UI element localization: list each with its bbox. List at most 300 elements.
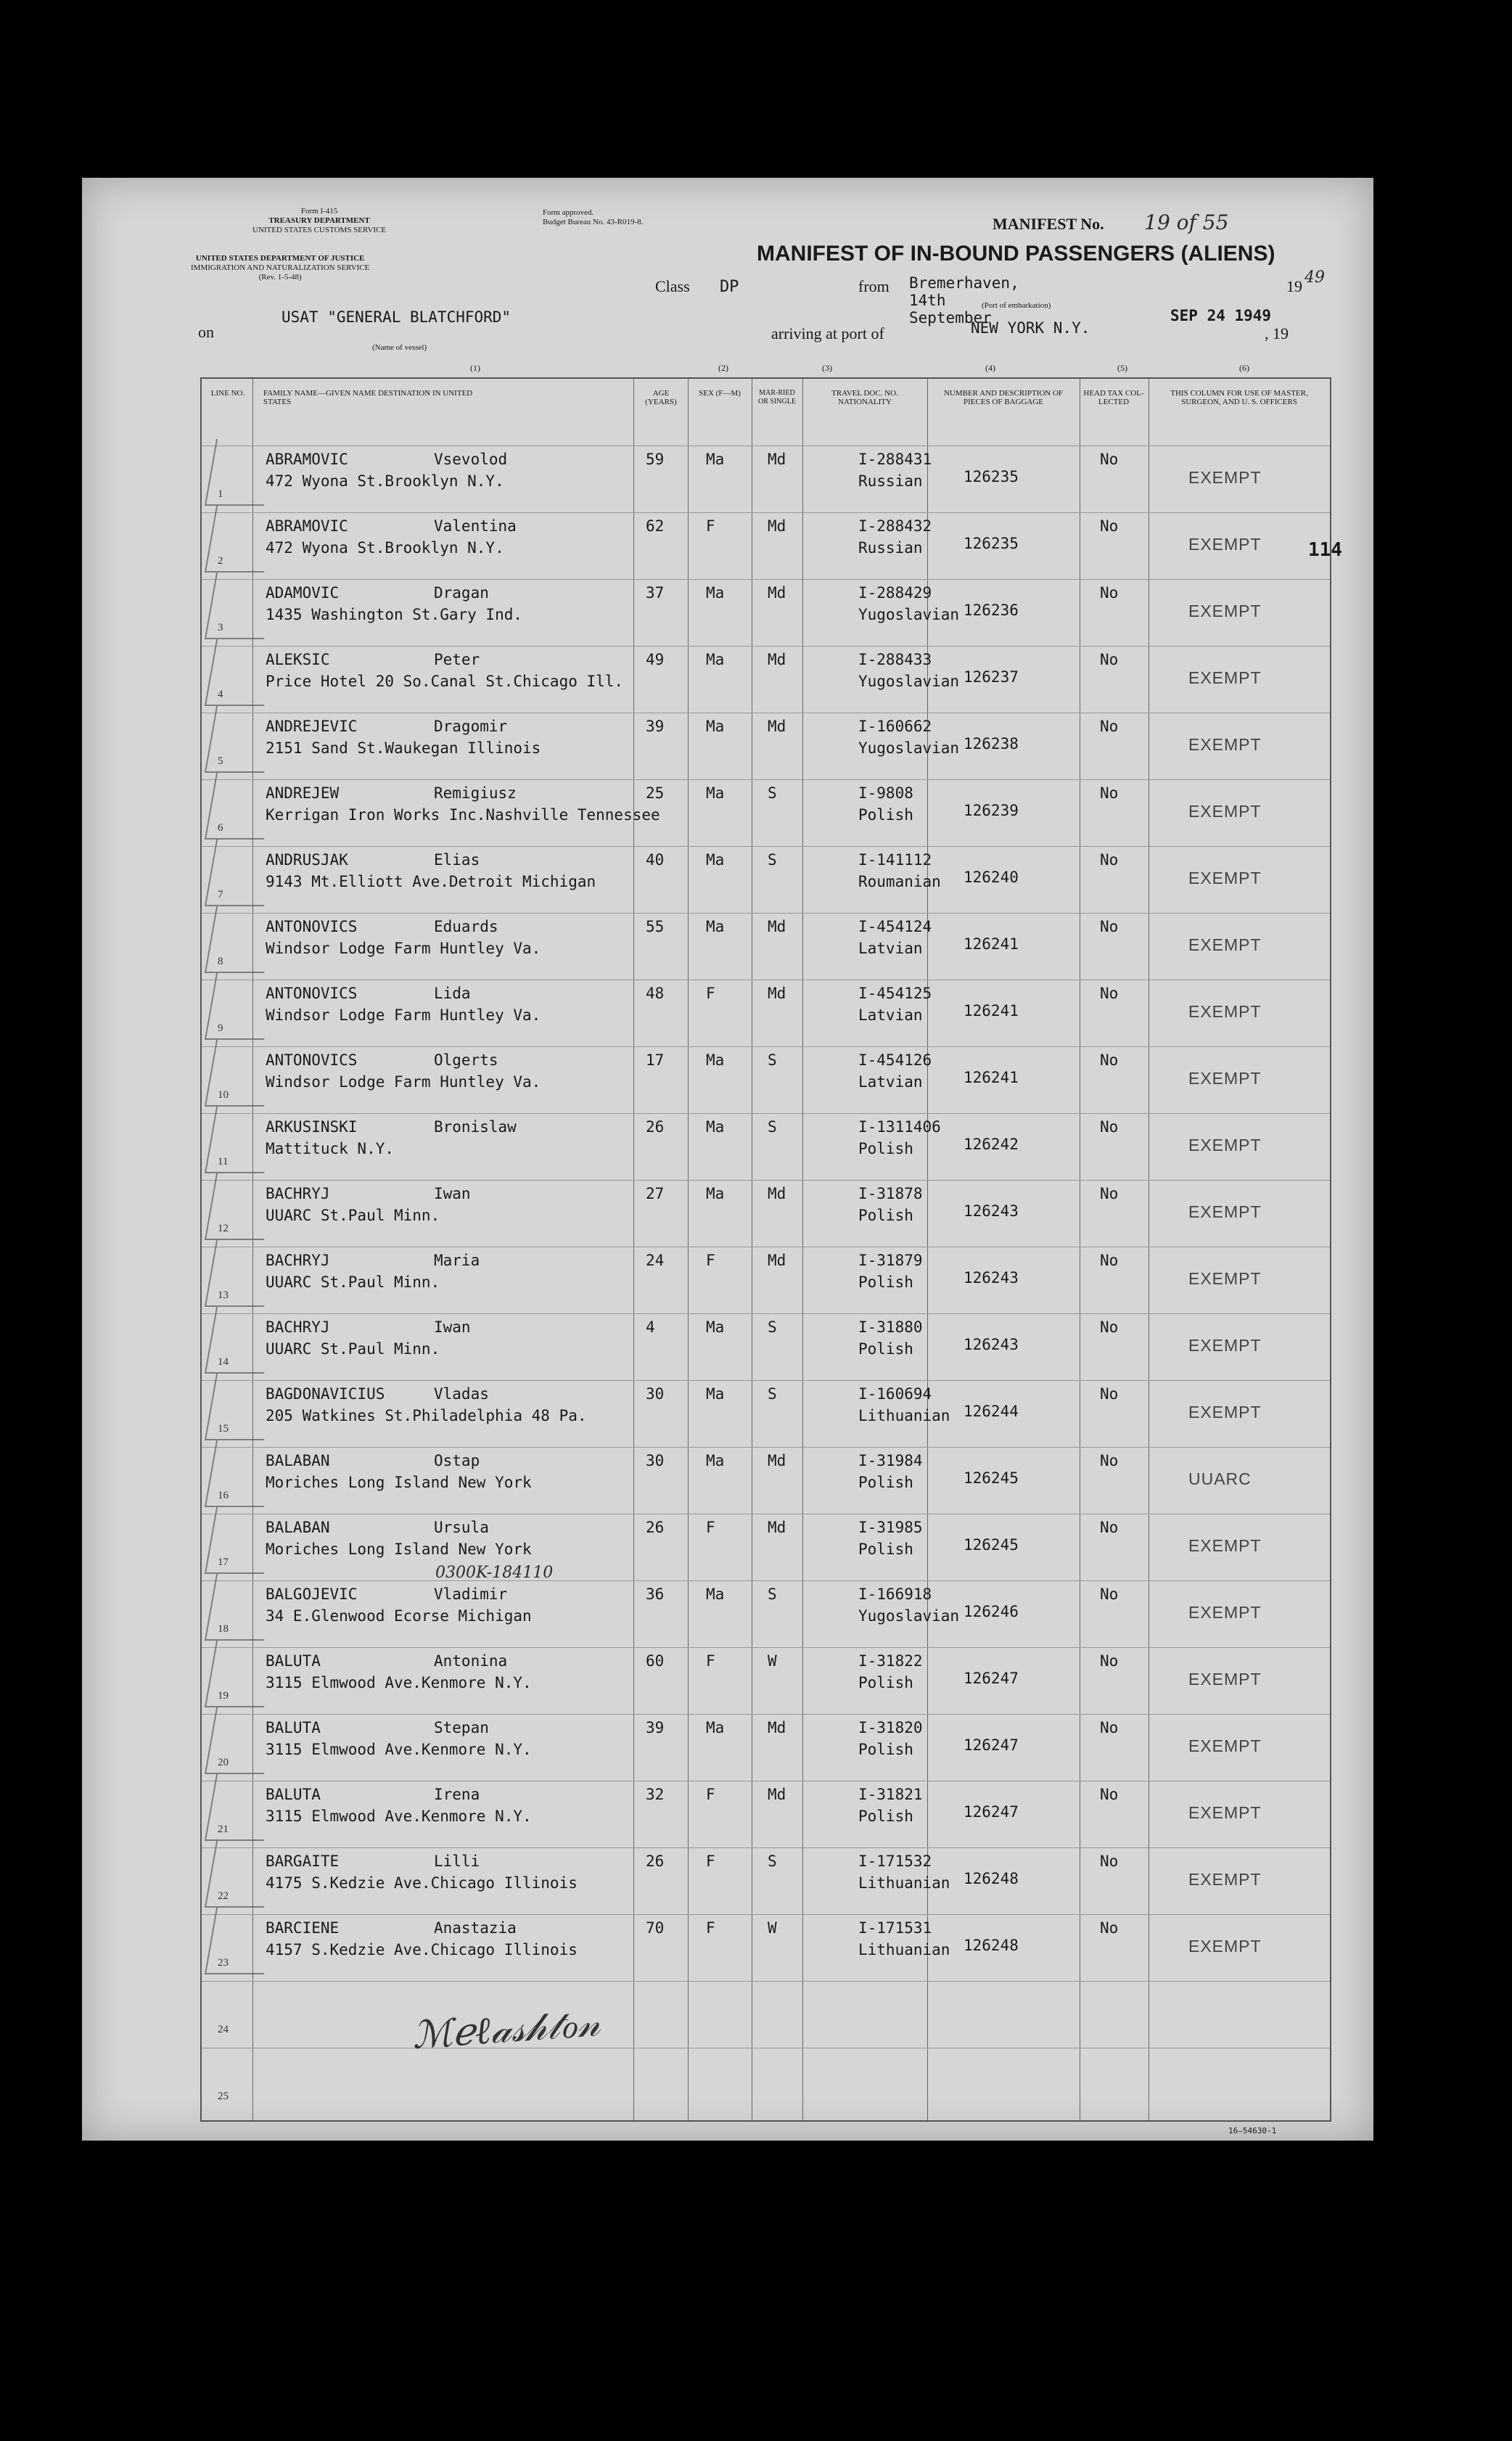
table-row xyxy=(202,1046,1330,1114)
destination: 34 E.Glenwood Ecorse Michigan xyxy=(266,1607,532,1625)
table-row xyxy=(202,1247,1330,1314)
travel-doc-number: I-31821 xyxy=(858,1786,923,1803)
head-tax: No xyxy=(1100,1252,1119,1269)
nationality: Yugoslavian xyxy=(858,606,960,623)
manifest-number: MANIFEST No. 19 of 55 xyxy=(993,210,1229,234)
marital-status: W xyxy=(768,1652,777,1670)
given-name: Valentina xyxy=(434,517,517,535)
check-mark xyxy=(205,1307,276,1374)
marital-status: Md xyxy=(768,1185,786,1202)
age: 49 xyxy=(646,651,665,668)
age: 26 xyxy=(646,1118,665,1136)
arrival-port: NEW YORK N.Y. xyxy=(971,319,1090,337)
travel-doc-number: I-31822 xyxy=(858,1652,923,1670)
check-mark xyxy=(205,1841,276,1908)
destination: UUARC St.Paul Minn. xyxy=(266,1207,440,1224)
baggage-number: 126240 xyxy=(964,869,1019,886)
destination: 4175 S.Kedzie Ave.Chicago Illinois xyxy=(266,1874,578,1892)
officer-note: EXEMPT xyxy=(1188,1736,1262,1755)
head-tax: No xyxy=(1100,1786,1119,1803)
marital-status: S xyxy=(768,1118,777,1136)
form-header: Form I-415 TREASURY DEPARTMENT UNITED STATES CUSTOMS SERVICE xyxy=(252,207,387,234)
line-number: 21 xyxy=(218,1823,229,1835)
sex: Ma xyxy=(706,918,725,935)
travel-doc-number: I-454126 xyxy=(858,1051,932,1069)
travel-doc-number: I-171531 xyxy=(858,1919,932,1937)
arrival-year-label: , 19 xyxy=(1265,324,1289,342)
officer-note: EXEMPT xyxy=(1188,1069,1262,1088)
vessel-note: (Name of vessel) xyxy=(372,343,427,352)
line-number: 16 xyxy=(218,1490,229,1501)
line-number: 23 xyxy=(218,1957,229,1969)
line-number: 14 xyxy=(218,1356,229,1368)
head-tax: No xyxy=(1100,1318,1119,1336)
travel-doc-number: I-31880 xyxy=(858,1318,923,1336)
baggage-number: 126237 xyxy=(964,668,1019,686)
baggage-number: 126238 xyxy=(964,735,1019,752)
officer-note: EXEMPT xyxy=(1188,735,1262,754)
line-number: 1 xyxy=(218,488,223,500)
marital-status: Md xyxy=(768,451,786,468)
given-name: Elias xyxy=(434,851,480,869)
officer-signature: ℳℯℓ𝒶𝓈𝒽𝓉ℴ𝓃 xyxy=(411,2001,602,2058)
officer-note: EXEMPT xyxy=(1188,869,1262,887)
table-row xyxy=(202,1113,1330,1181)
officer-note: EXEMPT xyxy=(1188,535,1262,554)
on-label: on xyxy=(198,323,214,341)
family-name: ANDRUSJAK xyxy=(266,851,348,869)
given-name: Dragan xyxy=(434,584,489,602)
travel-doc-number: I-171532 xyxy=(858,1853,932,1870)
travel-doc-number: I-454125 xyxy=(858,985,932,1002)
nationality: Polish xyxy=(858,1140,913,1157)
nationality: Polish xyxy=(858,1340,913,1358)
table-row xyxy=(202,980,1330,1047)
table-row xyxy=(202,1781,1330,1848)
sex: Ma xyxy=(706,1385,725,1403)
line-number: 25 xyxy=(218,2091,229,2102)
table-row xyxy=(202,1514,1330,1581)
age: 48 xyxy=(646,985,665,1002)
given-name: Ostap xyxy=(434,1452,480,1469)
officer-note: EXEMPT xyxy=(1188,802,1262,821)
age: 26 xyxy=(646,1519,665,1536)
family-name: ANTONOVICS xyxy=(266,985,358,1002)
document-title: MANIFEST OF IN-BOUND PASSENGERS (ALIENS) xyxy=(757,242,1275,266)
nationality: Roumanian xyxy=(858,873,941,890)
officer-note: EXEMPT xyxy=(1188,1870,1262,1889)
table-row xyxy=(202,2048,1330,2115)
check-mark xyxy=(205,1040,276,1107)
travel-doc-number: I-288431 xyxy=(858,451,932,468)
marital-status: Md xyxy=(768,985,786,1002)
given-name: Maria xyxy=(434,1252,480,1269)
given-name: Ursula xyxy=(434,1519,489,1536)
baggage-number: 126247 xyxy=(964,1736,1019,1754)
col-num: (3) xyxy=(822,363,832,373)
check-mark xyxy=(205,1440,276,1507)
head-tax: No xyxy=(1100,1118,1119,1136)
col-num: (1) xyxy=(470,363,480,373)
table-row xyxy=(202,779,1330,847)
marital-status: Md xyxy=(768,1519,786,1536)
line-number: 4 xyxy=(218,689,223,700)
head-tax: No xyxy=(1100,1051,1119,1069)
table-row xyxy=(202,1313,1330,1381)
officer-note: EXEMPT xyxy=(1188,1202,1262,1221)
sex: Ma xyxy=(706,1585,725,1603)
marital-status: S xyxy=(768,784,777,802)
nationality: Yugoslavian xyxy=(858,673,960,690)
age: 30 xyxy=(646,1385,665,1403)
given-name: Lida xyxy=(434,985,471,1002)
given-name: Eduards xyxy=(434,918,498,935)
baggage-number: 126243 xyxy=(964,1202,1019,1220)
nationality: Latvian xyxy=(858,1006,923,1024)
nationality: Yugoslavian xyxy=(858,739,960,757)
check-mark xyxy=(205,1507,276,1574)
table-row xyxy=(202,713,1330,780)
marital-status: W xyxy=(768,1919,777,1937)
sex: F xyxy=(706,1652,715,1670)
family-name: ADAMOVIC xyxy=(266,584,340,602)
line-number: 17 xyxy=(218,1556,229,1568)
baggage-number: 126236 xyxy=(964,602,1019,619)
col-married: MAR-RIED OR SINGLE xyxy=(758,389,796,406)
table-row xyxy=(202,1180,1330,1247)
destination: 472 Wyona St.Brooklyn N.Y. xyxy=(266,539,504,557)
destination: Windsor Lodge Farm Huntley Va. xyxy=(266,1006,541,1024)
given-name: Vsevolod xyxy=(434,451,508,468)
col-sex: SEX (F—M) xyxy=(699,389,741,398)
col-num: (6) xyxy=(1239,363,1249,373)
sex: Ma xyxy=(706,1719,725,1736)
head-tax: No xyxy=(1100,1385,1119,1403)
age: 55 xyxy=(646,918,665,935)
port-note: (Port of embarkation) xyxy=(982,301,1051,310)
table-row xyxy=(202,512,1330,580)
table-row xyxy=(202,1580,1330,1648)
age: 24 xyxy=(646,1252,665,1269)
baggage-number: 126241 xyxy=(964,1069,1019,1086)
baggage-number: 126235 xyxy=(964,535,1019,552)
sex: Ma xyxy=(706,1185,725,1202)
nationality: Lithuanian xyxy=(858,1941,950,1958)
passenger-table xyxy=(200,363,1331,2122)
line-number: 19 xyxy=(218,1690,229,1702)
family-name: BARCIENE xyxy=(266,1919,340,1937)
nationality: Polish xyxy=(858,1741,913,1758)
table-row xyxy=(202,913,1330,980)
check-mark xyxy=(205,506,276,573)
baggage-number: 126243 xyxy=(964,1269,1019,1287)
table-row xyxy=(202,579,1330,647)
destination: Windsor Lodge Farm Huntley Va. xyxy=(266,940,541,957)
travel-doc-number: I-31820 xyxy=(858,1719,923,1736)
sex: Ma xyxy=(706,1118,725,1136)
family-name: ANDREJEW xyxy=(266,784,340,802)
family-name: BACHRYJ xyxy=(266,1318,330,1336)
marital-status: Md xyxy=(768,1452,786,1469)
baggage-number: 126248 xyxy=(964,1937,1019,1954)
line-number: 2 xyxy=(218,555,223,567)
age: 39 xyxy=(646,718,665,735)
nationality: Polish xyxy=(858,1808,913,1825)
sex: Ma xyxy=(706,1452,725,1469)
age: 32 xyxy=(646,1786,665,1803)
age: 4 xyxy=(646,1318,655,1336)
family-name: ABRAMOVIC xyxy=(266,451,348,468)
age: 17 xyxy=(646,1051,665,1069)
baggage-number: 126247 xyxy=(964,1803,1019,1821)
age: 39 xyxy=(646,1719,665,1736)
sex: F xyxy=(706,1519,715,1536)
baggage-number: 126244 xyxy=(964,1403,1019,1420)
table-row xyxy=(202,846,1330,914)
officer-note: EXEMPT xyxy=(1188,1002,1262,1021)
check-mark xyxy=(205,1574,276,1641)
officer-note: EXEMPT xyxy=(1188,1603,1262,1622)
family-name: ANTONOVICS xyxy=(266,1051,358,1069)
head-tax: No xyxy=(1100,1519,1119,1536)
given-name: Antonina xyxy=(434,1652,508,1670)
given-name: Olgerts xyxy=(434,1051,498,1069)
officer-note: EXEMPT xyxy=(1188,602,1262,620)
head-tax: No xyxy=(1100,1585,1119,1603)
destination: 3115 Elmwood Ave.Kenmore N.Y. xyxy=(266,1808,532,1825)
check-mark xyxy=(205,773,276,840)
check-mark xyxy=(205,573,276,639)
travel-doc-number: I-31985 xyxy=(858,1519,923,1536)
nationality: Russian xyxy=(858,539,923,557)
head-tax: No xyxy=(1100,851,1119,869)
family-name: BALABAN xyxy=(266,1519,330,1536)
nationality: Polish xyxy=(858,806,913,824)
family-name: BARGAITE xyxy=(266,1853,340,1870)
officer-note: EXEMPT xyxy=(1188,1136,1262,1154)
nationality: Polish xyxy=(858,1273,913,1291)
sex: F xyxy=(706,985,715,1002)
line-number: 7 xyxy=(218,889,223,900)
line-number: 13 xyxy=(218,1289,229,1301)
baggage-number: 126239 xyxy=(964,802,1019,819)
destination: Mattituck N.Y. xyxy=(266,1140,395,1157)
col-num: (5) xyxy=(1117,363,1127,373)
line-number: 24 xyxy=(218,2024,229,2035)
check-mark xyxy=(205,706,276,773)
sex: Ma xyxy=(706,584,725,602)
destination: 472 Wyona St.Brooklyn N.Y. xyxy=(266,472,504,490)
line-number: 5 xyxy=(218,755,223,767)
officer-note: EXEMPT xyxy=(1188,1336,1262,1355)
given-name: Stepan xyxy=(434,1719,489,1736)
age: 25 xyxy=(646,784,665,802)
marital-status: Md xyxy=(768,1719,786,1736)
head-tax: No xyxy=(1100,718,1119,735)
check-mark xyxy=(205,906,276,973)
family-name: BAGDONAVICIUS xyxy=(266,1385,385,1403)
handwritten-note: 0300K-184110 xyxy=(435,1564,554,1582)
check-mark xyxy=(205,1774,276,1841)
line-number: 18 xyxy=(218,1623,229,1635)
head-tax: No xyxy=(1100,1185,1119,1202)
destination: 2151 Sand St.Waukegan Illinois xyxy=(266,739,541,757)
head-tax: No xyxy=(1100,517,1119,535)
col-num: (4) xyxy=(985,363,995,373)
officer-note: EXEMPT xyxy=(1188,1937,1262,1956)
check-mark xyxy=(205,1107,276,1173)
check-mark xyxy=(205,973,276,1040)
baggage-number: 126243 xyxy=(964,1336,1019,1353)
check-mark xyxy=(205,439,276,506)
col-head-tax: HEAD TAX COL-LECTED xyxy=(1083,389,1144,406)
age: 60 xyxy=(646,1652,665,1670)
table-row xyxy=(202,1714,1330,1781)
table-row xyxy=(202,1647,1330,1715)
table-row xyxy=(202,446,1330,513)
sex: F xyxy=(706,1853,715,1870)
destination: 9143 Mt.Elliott Ave.Detroit Michigan xyxy=(266,873,596,890)
family-name: ANTONOVICS xyxy=(266,918,358,935)
baggage-number: 126241 xyxy=(964,935,1019,953)
officer-note: EXEMPT xyxy=(1188,1403,1262,1421)
nationality: Polish xyxy=(858,1674,913,1691)
line-number: 9 xyxy=(218,1022,223,1034)
vessel-name: USAT "GENERAL BLATCHFORD" xyxy=(282,308,511,326)
age: 70 xyxy=(646,1919,665,1937)
travel-doc-number: I-160662 xyxy=(858,718,932,735)
check-mark xyxy=(205,840,276,906)
marital-status: S xyxy=(768,1385,777,1403)
col-officers: THIS COLUMN FOR USE OF MASTER, SURGEON, AND U. S. OFFICERS xyxy=(1170,389,1308,406)
family-name: ALEKSIC xyxy=(266,651,330,668)
baggage-number: 126247 xyxy=(964,1670,1019,1687)
destination: Windsor Lodge Farm Huntley Va. xyxy=(266,1073,541,1091)
family-name: ABRAMOVIC xyxy=(266,517,348,535)
destination: Kerrigan Iron Works Inc.Nashville Tennessee xyxy=(266,806,660,824)
travel-doc-number: I-288429 xyxy=(858,584,932,602)
baggage-number: 126245 xyxy=(964,1536,1019,1554)
sex: Ma xyxy=(706,451,725,468)
line-number: 20 xyxy=(218,1757,229,1768)
officer-note: UUARC xyxy=(1188,1469,1252,1488)
travel-doc-number: I-288433 xyxy=(858,651,932,668)
family-name: ANDREJEVIC xyxy=(266,718,358,735)
line-number: 22 xyxy=(218,1890,229,1902)
table-row xyxy=(202,1981,1330,2048)
given-name: Anastazia xyxy=(434,1919,517,1937)
family-name: BALABAN xyxy=(266,1452,330,1469)
marital-status: S xyxy=(768,1318,777,1336)
officer-note: EXEMPT xyxy=(1188,1269,1262,1288)
travel-doc-number: I-31879 xyxy=(858,1252,923,1269)
family-name: BALUTA xyxy=(266,1719,321,1736)
baggage-number: 126241 xyxy=(964,1002,1019,1020)
destination: 205 Watkines St.Philadelphia 48 Pa. xyxy=(266,1407,587,1424)
family-name: BACHRYJ xyxy=(266,1252,330,1269)
age: 37 xyxy=(646,584,665,602)
sex: Ma xyxy=(706,1318,725,1336)
officer-note: EXEMPT xyxy=(1188,468,1262,487)
line-number: 8 xyxy=(218,956,223,967)
destination: 3115 Elmwood Ave.Kenmore N.Y. xyxy=(266,1674,532,1691)
check-mark xyxy=(205,1641,276,1707)
line-number: 10 xyxy=(218,1089,229,1101)
marital-status: S xyxy=(768,1051,777,1069)
head-tax: No xyxy=(1100,985,1119,1002)
travel-doc-number: I-31984 xyxy=(858,1452,923,1469)
line-number: 11 xyxy=(218,1156,229,1168)
sex: Ma xyxy=(706,651,725,668)
head-tax: No xyxy=(1100,1919,1119,1937)
table-row xyxy=(202,1847,1330,1915)
sex: Ma xyxy=(706,851,725,869)
baggage-number: 126245 xyxy=(964,1469,1019,1487)
travel-doc-number: I-288432 xyxy=(858,517,932,535)
arriving-label: arriving at port of xyxy=(771,324,884,342)
officer-note: EXEMPT xyxy=(1188,1803,1262,1822)
check-mark xyxy=(205,1707,276,1774)
col-travel-doc: TRAVEL DOC. NO. NATIONALITY xyxy=(831,389,898,406)
approval-note: Form approved. Budget Bureau No. 43-R019-8. xyxy=(543,208,644,226)
arrival-date-stamp: SEP 24 1949 xyxy=(1170,307,1272,324)
sex: F xyxy=(706,517,715,535)
head-tax: No xyxy=(1100,584,1119,602)
nationality: Polish xyxy=(858,1207,913,1224)
officer-note: EXEMPT xyxy=(1188,935,1262,954)
check-mark xyxy=(205,1908,276,1974)
nationality: Yugoslavian xyxy=(858,1607,960,1625)
check-mark xyxy=(205,1374,276,1440)
given-name: Vladas xyxy=(434,1385,489,1403)
marital-status: S xyxy=(768,851,777,869)
destination: Moriches Long Island New York xyxy=(266,1541,532,1558)
family-name: BACHRYJ xyxy=(266,1185,330,1202)
line-number: 6 xyxy=(218,822,223,834)
nationality: Latvian xyxy=(858,940,923,957)
baggage-number: 126235 xyxy=(964,468,1019,485)
check-mark xyxy=(205,1173,276,1240)
destination: 1435 Washington St.Gary Ind. xyxy=(266,606,523,623)
age: 30 xyxy=(646,1452,665,1469)
line-number: 12 xyxy=(218,1223,229,1234)
sex: F xyxy=(706,1252,715,1269)
col-num: (2) xyxy=(718,363,728,373)
nationality: Latvian xyxy=(858,1073,923,1091)
age: 27 xyxy=(646,1185,665,1202)
nationality: Polish xyxy=(858,1541,913,1558)
baggage-number: 126242 xyxy=(964,1136,1019,1153)
manifest-page xyxy=(82,178,1373,2141)
destination: Price Hotel 20 So.Canal St.Chicago Ill. xyxy=(266,673,624,690)
marital-status: Md xyxy=(768,651,786,668)
marital-status: S xyxy=(768,1853,777,1870)
check-mark xyxy=(205,639,276,706)
travel-doc-number: I-166918 xyxy=(858,1585,932,1603)
head-tax: No xyxy=(1100,651,1119,668)
age: 26 xyxy=(646,1853,665,1870)
destination: 4157 S.Kedzie Ave.Chicago Illinois xyxy=(266,1941,578,1958)
given-name: Dragomir xyxy=(434,718,508,735)
sex: Ma xyxy=(706,784,725,802)
check-mark xyxy=(205,1240,276,1307)
destination: 3115 Elmwood Ave.Kenmore N.Y. xyxy=(266,1741,532,1758)
marital-status: S xyxy=(768,1585,777,1603)
line-number: 3 xyxy=(218,622,223,633)
age: 62 xyxy=(646,517,665,535)
travel-doc-number: I-454124 xyxy=(858,918,932,935)
officer-note: EXEMPT xyxy=(1188,668,1262,687)
